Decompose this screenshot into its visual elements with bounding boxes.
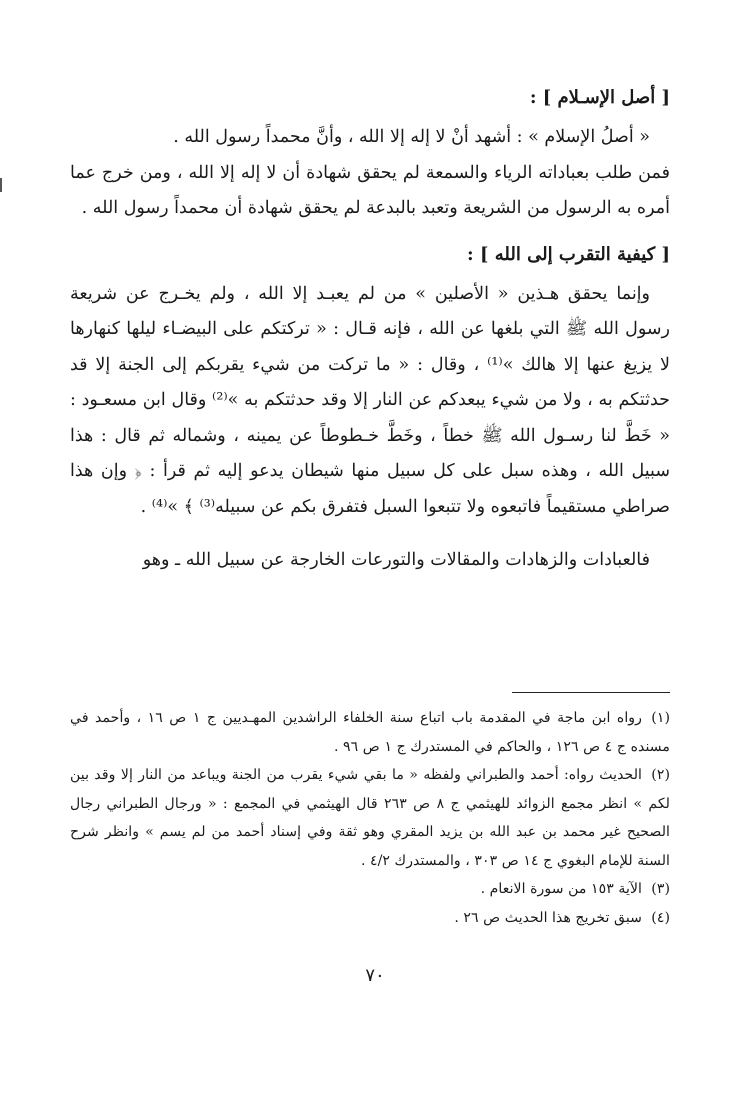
section-heading-drawing-near-to-god: [ كيفية التقرب إلى الله ] : (467, 243, 670, 265)
paragraph-origin-definition: « أصلُ الإسلام » : أشهد أنْ لا إله إلا الله ، وأنَّ محمداً رسول الله . (173, 127, 650, 147)
footnote-text: رواه ابن ماجة في المقدمة باب اتباع سنة الخلفاء الراشدين المهـديين ج ١ ص ١٦ ، وأحمد في مسنده ج ٤ ص ١٢٦ ، والحاكم في المستدرك ج ١ ص ٩٦ . (70, 710, 670, 755)
page-number: ٧٠ (365, 965, 385, 986)
footnotes (70, 704, 670, 932)
section-heading-origin-of-islam: [ أصل الإسـلام ] : (529, 87, 670, 108)
footnote-text: سبق تخريج هذا الحديث ص ٢٦ . (454, 909, 642, 926)
footnote-divider (512, 692, 670, 693)
footnote-number: (٢) (651, 767, 670, 783)
footnote-number: (٤) (651, 909, 670, 926)
footnote-number: (٣) (651, 881, 670, 897)
footnote-2 (70, 761, 670, 875)
footnote-number: (١) (651, 710, 670, 726)
footnote-text: الحديث رواه: أحمد والطبراني ولفظه « ما بقي شيء يقرب من الجنة ويباعد من النار إلا وقد بين لكم » انظر مجمع الزوائد للهيثمي ج ٨ ص ٢٦٣ قال الهيثمي في المجمع : « ورجال الطبراني رجال الصحيح غير محمد بن عبد الله بن يزيد المقري وهو ثقة وفي إسناد أحمد من لم يسم » وانظر شرح السنة للإمام البغوي ج ١٤ ص ٣٠٣ ، والمستدرك ٤/٢ . (70, 767, 670, 869)
paragraph-continuation: فالعبادات والزهادات والمقالات والتورعات الخارجة عن سبيل الله ـ وهو (142, 550, 650, 570)
footnote-3 (70, 875, 670, 904)
footnote-4 (70, 904, 670, 933)
main-text (70, 84, 670, 579)
paragraph-two-principles: وإنما يحقق هـذين « الأصلين » من لم يعبـد إلا الله ، ولم يخـرج عن شريعة رسول الله ﷺ التي بلغها عن الله ، فإنه قـال : « تركتكم على البيضـاء ليلها كنهارها لا يزيغ عنها إلا هالك »⁽¹⁾ ، وقال : « ما تركت من شيء يقربكم إلى الجنة إلا قد حدثتكم به ، ولا من شيء يبعدكم عن النار إلا وقد حدثتكم به »⁽²⁾ وقال ابن مسعـود : « خَطَّ لنا رسـول الله ﷺ خطاً ، وخَطَّ خـطوطاً عن يمينه ، وشماله ثم قال : هذا سبيل الله ، وهذه سبل على كل سبيل منها شيطان يدعو إليه ثم قرأ : ﴿ وإن هذا صراطي مستقيماً فاتبعوه ولا تتبعوا السبل فتفرق بكم عن سبيله⁽³⁾ ﴾ »⁽⁴⁾ . (70, 283, 670, 517)
footnote-1 (70, 704, 670, 761)
footnote-text: الآية ١٥٣ من سورة الانعام . (480, 881, 642, 897)
margin-mark (0, 178, 2, 192)
paragraph-riya-and-bidah: فمن طلب بعباداته الرياء والسمعة لم يحقق شهادة أن لا إله إلا الله ، ومن خرج عما أمره به الرسول من الشريعة وتعبد بالبدعة لم يحقق شهادة أن محمداً رسول الله . (70, 162, 670, 218)
